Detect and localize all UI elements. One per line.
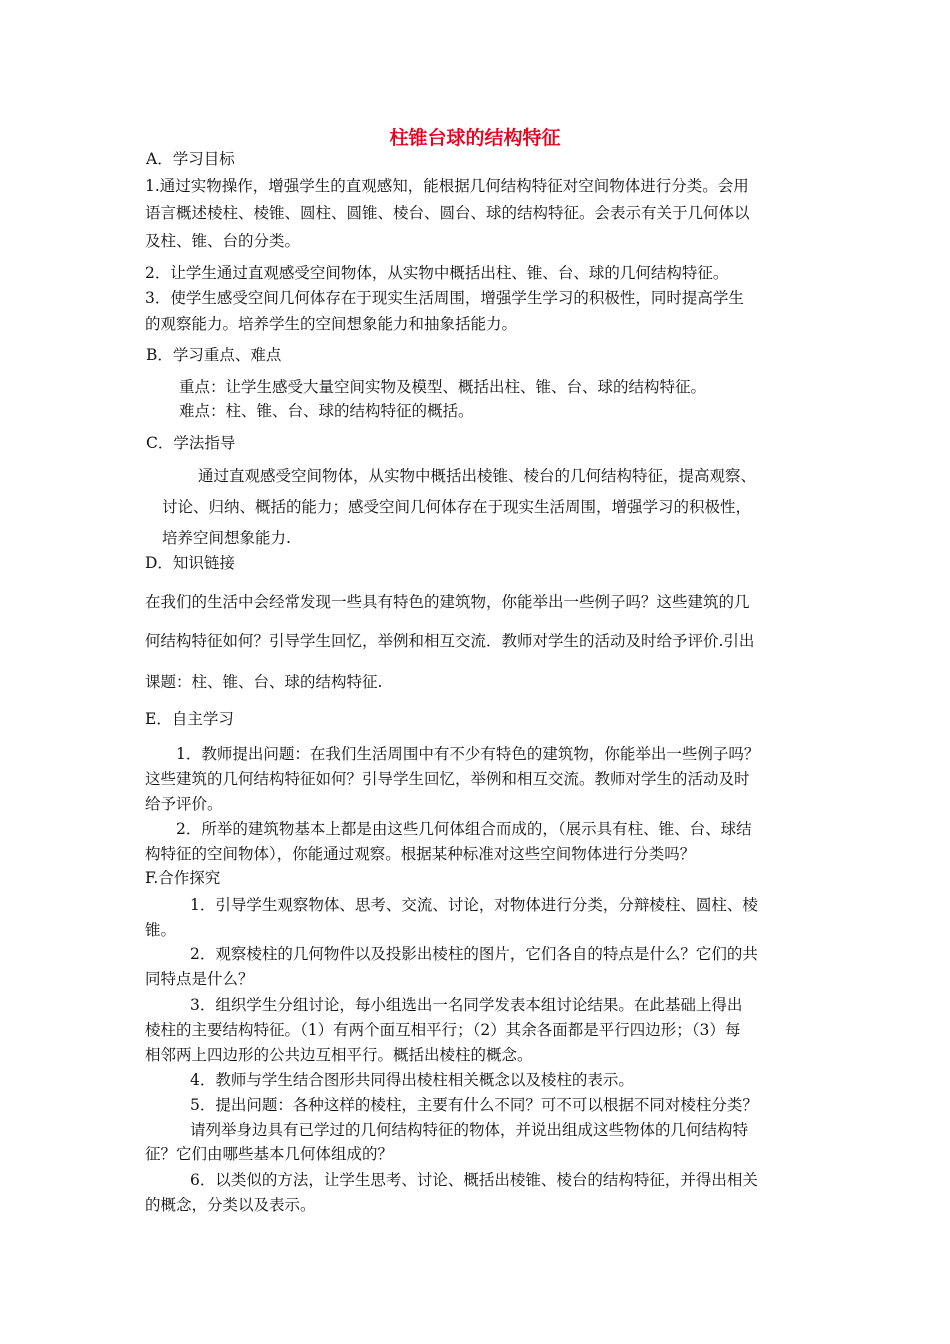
section-f-line: 请列举身边具有已学过的几何结构特征的物体，并说出组成这些物体的几何结构特: [190, 1121, 749, 1139]
section-f-line: 2．观察棱柱的几何物件以及投影出棱柱的图片，它们各自的特点是什么？它们的共: [190, 945, 758, 963]
section-a-line: 3．使学生感受空间几何体存在于现实生活周围，增强学生学习的积极性，同时提高学生: [145, 289, 744, 307]
section-f-line: 6．以类似的方法，让学生思考、讨论、概括出棱锥、棱台的结构特征，并得出相关: [190, 1171, 758, 1189]
section-d-heading: D．知识链接: [145, 554, 235, 572]
section-a-line: 2．让学生通过直观感受空间物体，从实物中概括出柱、锥、台、球的几何结构特征。: [145, 264, 729, 282]
section-f-line: 4．教师与学生结合图形共同得出棱柱相关概念以及棱柱的表示。: [190, 1071, 634, 1089]
section-a-heading: A．学习目标: [146, 150, 235, 168]
section-e-line: 1．教师提出问题：在我们生活周围中有不少有特色的建筑物，你能举出一些例子吗？: [176, 745, 760, 763]
section-f-line: 5．提出问题：各种这样的棱柱，主要有什么不同？可不可以根据不同对棱柱分类？: [190, 1096, 758, 1114]
section-d-line: 何结构特征如何？引导学生回忆，举例和相互交流．教师对学生的活动及时给予评价.引出: [145, 632, 755, 650]
section-c-line: 通过直观感受空间物体，从实物中概括出棱锥、棱台的几何结构特征，提高观察、: [198, 467, 757, 485]
document-title: 柱锥台球的结构特征: [389, 127, 561, 149]
section-b-line: 重点：让学生感受大量空间实物及模型、概括出柱、锥、台、球的结构特征。: [179, 378, 707, 396]
section-f-line: 1．引导学生观察物体、思考、交流、讨论，对物体进行分类，分辩棱柱、圆柱、棱: [190, 896, 758, 914]
section-d-line: 课题：柱、锥、台、球的结构特征.: [145, 673, 383, 691]
section-a-line: 及柱、锥、台的分类。: [145, 232, 301, 250]
section-a-line: 的观察能力。培养学生的空间想象能力和抽象括能力。: [145, 315, 518, 333]
section-f-line: 相邻两上四边形的公共边互相平行。概括出棱柱的概念。: [145, 1046, 533, 1064]
section-e-line: 这些建筑的几何结构特征如何？引导学生回忆，举例和相互交流。教师对学生的活动及时: [145, 770, 750, 788]
section-f-line: 的概念，分类以及表示。: [145, 1196, 316, 1214]
section-a-line: 语言概述棱柱、棱锥、圆柱、圆锥、棱台、圆台、球的结构特征。会表示有关于几何体以: [145, 204, 750, 222]
section-f-line: 征？它们由哪些基本几何体组成的？: [145, 1145, 394, 1163]
section-f-line: 同特点是什么？: [145, 970, 254, 988]
section-e-line: 2．所举的建筑物基本上都是由这些几何体组合而成的，（展示具有柱、锥、台、球结: [176, 820, 752, 838]
section-b-line: 难点：柱、锥、台、球的结构特征的概括。: [179, 402, 474, 420]
section-e-heading: E．自主学习: [145, 710, 234, 728]
section-f-line: 棱柱的主要结构特征。（1）有两个面互相平行；（2）其余各面都是平行四边形；（3）每: [145, 1021, 741, 1039]
section-a-line: 1.通过实物操作，增强学生的直观感知，能根据几何结构特征对空间物体进行分类。会用: [145, 177, 749, 195]
section-c-line: 讨论、归纳、概括的能力；感受空间几何体存在于现实生活周围，增强学习的积极性，: [162, 498, 752, 516]
section-e-line: 给予评价。: [145, 795, 223, 813]
section-c-line: 培养空间想象能力.: [162, 529, 291, 547]
section-f-line: 锥。: [145, 921, 177, 939]
section-f-line: 3．组织学生分组讨论，每小组选出一名同学发表本组讨论结果。在此基础上得出: [190, 996, 743, 1014]
section-d-line: 在我们的生活中会经常发现一些具有特色的建筑物，你能举出一些例子吗？这些建筑的几: [145, 593, 750, 611]
section-f-heading: F.合作探究: [145, 869, 221, 887]
section-e-line: 构特征的空间物体），你能通过观察。根据某种标准对这些空间物体进行分类吗？: [145, 845, 696, 863]
section-b-heading: B．学习重点、难点: [146, 346, 282, 364]
section-c-heading: C．学法指导: [146, 434, 236, 452]
